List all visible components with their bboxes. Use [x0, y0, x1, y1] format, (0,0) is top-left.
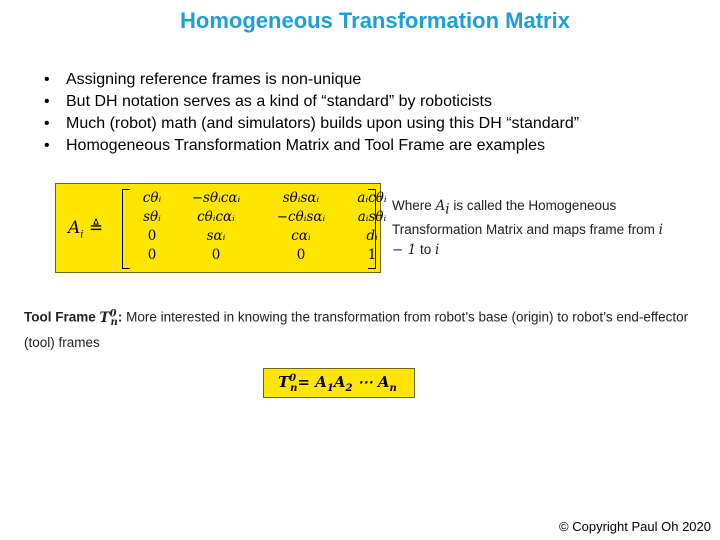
matrix-grid	[132, 190, 402, 266]
bullet-dot: •	[44, 71, 50, 88]
matrix-cell: aᵢsθᵢ	[357, 209, 387, 225]
bullet-text: Homogeneous Transformation Matrix and Tool Frame are examples	[66, 137, 546, 154]
copyright-notice: © Copyright Paul Oh 2020	[559, 519, 711, 534]
bullet-list	[44, 69, 579, 157]
matrix-cell: −cθᵢsαᵢ	[276, 209, 326, 225]
matrix-cell: cθᵢcαᵢ	[197, 209, 235, 225]
bullet-dot: •	[44, 137, 50, 154]
matrix-cell: 1	[367, 247, 377, 263]
matrix-cell: aᵢcθᵢ	[357, 190, 387, 206]
matrix-description: Where $A_i$ is called the Homogeneous Transformation Matrix and maps frame from i − 1 to i	[392, 198, 663, 258]
bullet-item	[44, 113, 579, 135]
tool-frame-equation: $T^0_n = A_1A_2$ ⋯ $A_n$	[278, 373, 397, 394]
matrix-cell: 0	[147, 228, 157, 244]
bullet-text: But DH notation serves as a kind of “standard” by roboticists	[66, 93, 492, 110]
bullet-dot: •	[44, 93, 50, 110]
bullet-text: Assigning reference frames is non-unique	[66, 71, 362, 88]
matrix-cell: 0	[296, 247, 306, 263]
bullet-item	[44, 69, 579, 91]
matrix-cell: cθᵢ	[142, 190, 162, 206]
bullet-dot: •	[44, 115, 50, 132]
tool-frame-text: Tool Frame $T^0_n$: More interested in knowing the transformation from robot’s base (origin) to robot’s end-effector (tool) frames	[24, 308, 689, 351]
right-bracket	[368, 189, 376, 269]
matrix-cell: 0	[211, 247, 221, 263]
matrix-cell: dᵢ	[366, 228, 378, 244]
matrix-cell: sθᵢsαᵢ	[282, 190, 320, 206]
tool-frame-equation-box	[263, 368, 415, 398]
matrix-cell: cαᵢ	[291, 228, 311, 244]
matrix-cell: sθᵢ	[143, 209, 161, 225]
matrix-cell: 0	[147, 247, 157, 263]
matrix-lhs: $A_i$ ≜	[68, 218, 104, 241]
bullet-item	[44, 135, 579, 157]
bullet-text: Much (robot) math (and simulators) builds upon using this DH “standard”	[66, 115, 580, 132]
matrix-cell: −sθᵢcαᵢ	[191, 190, 241, 206]
slide-title: Homogeneous Transformation Matrix	[180, 8, 570, 33]
dh-matrix-box	[55, 183, 387, 273]
matrix-cell: sαᵢ	[206, 228, 226, 244]
left-bracket	[122, 189, 130, 269]
bullet-item	[44, 91, 579, 113]
